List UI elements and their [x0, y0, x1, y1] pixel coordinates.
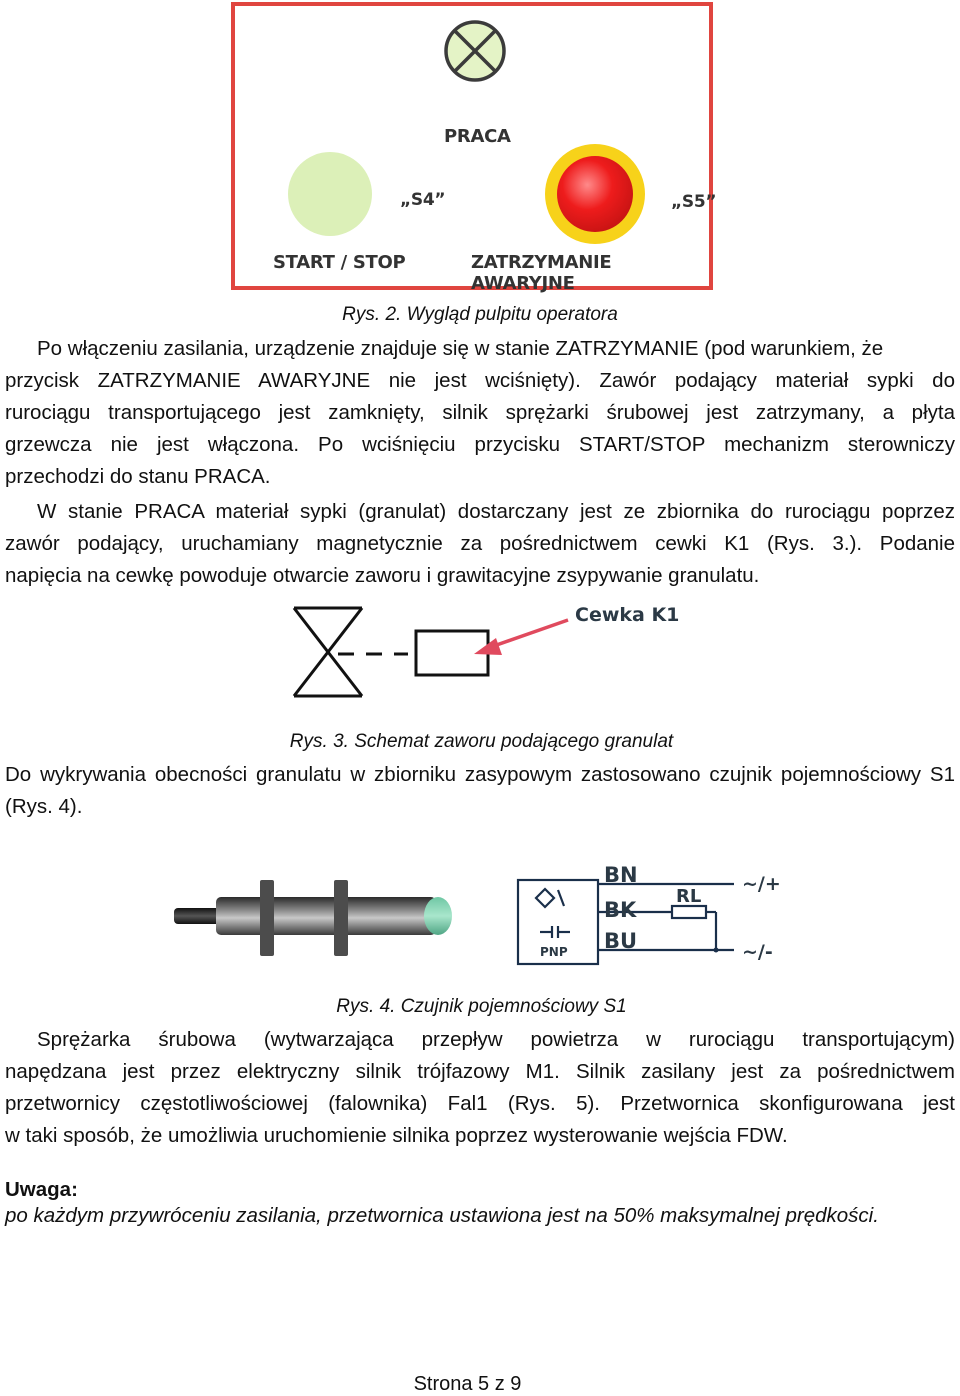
figure3-caption: Rys. 3. Schemat zaworu podającego granulat [289, 731, 674, 752]
sensor-photo-figure [168, 862, 468, 972]
note-heading: Uwaga: [5, 1178, 78, 1201]
operator-panel-figure [231, 2, 717, 294]
emergency-stop-mushroom [557, 156, 633, 232]
wire-bn-label: BN [604, 863, 638, 887]
wire-bk-label: BK [604, 898, 637, 922]
text-line: przycisk ZATRZYMANIE AWARYJNE nie jest wciśnięty). Zawór podający materiał sypki do [5, 369, 955, 392]
text-line: rurociągu transportującego jest zamknięty, silnik sprężarki śrubowej jest zatrzymany, a płyta [5, 401, 955, 424]
text-line: Po włączeniu zasilania, urządzenie znajduje się w stanie ZATRZYMANIE (pod warunkiem, że [37, 337, 884, 360]
text-line: Sprężarka śrubowa (wytwarzająca przepływ powietrza w rurociągu transportującym) [37, 1028, 955, 1051]
emergency-stop-label: ZATRZYMANIE AWARYJNE [471, 252, 612, 294]
text-line: napędzana jest przez elektryczny silnik trójfazowy M1. Silnik zasilany jest za pośrednictwem [5, 1060, 955, 1083]
page-number: Strona 5 z 9 [413, 1373, 522, 1395]
text-line: przechodzi do stanu PRACA. [5, 465, 271, 488]
coil-arrow-icon [488, 620, 568, 648]
text-line: W stanie PRACA materiał sypki (granulat) dostarczany jest ze zbiornika do rurociągu poprzez [37, 500, 955, 523]
lamp-label: PRACA [444, 126, 511, 147]
load-label: RL [676, 886, 702, 907]
coil-label: Cewka K1 [575, 604, 680, 626]
wire-bu-label: BU [604, 929, 638, 953]
s5-tag: „S5” [671, 192, 717, 212]
figure2-caption: Rys. 2. Wygląd pulpitu operatora [342, 304, 618, 325]
text-line: przetwornicy częstotliwościowej (falownika) Fal1 (Rys. 5). Przetwornica skonfigurowana jest [5, 1092, 955, 1115]
praca-lamp-icon [443, 10, 507, 100]
text-line: zawór podający, uruchamiany magnetycznie za pośrednictwem cewki K1 (Rys. 3.). Podanie [5, 532, 955, 555]
sensor-wiring-diagram [512, 860, 792, 970]
text-line: Do wykrywania obecności granulatu w zbiorniku zasypowym zastosowano czujnik pojemnościowy S1 [5, 763, 955, 786]
figure4-caption: Rys. 4. Czujnik pojemnościowy S1 [336, 996, 627, 1017]
text-line: grzewcza nie jest włączona. Po wciśnięciu przycisku START/STOP mechanizm sterowniczy [5, 433, 955, 456]
start-stop-label: START / STOP [273, 252, 406, 273]
valve-symbol-icon [294, 608, 362, 696]
text-line: (Rys. 4). [5, 795, 83, 818]
start-stop-button-graphic [288, 152, 372, 236]
valve-schematic-figure [290, 600, 690, 710]
text-line: w taki sposób, że umożliwia uruchomienie silnika poprzez wysterowanie wejścia FDW. [5, 1124, 788, 1147]
s4-tag: „S4” [400, 190, 446, 210]
supply-plus-label: ~/+ [742, 873, 781, 895]
note-text: po każdym przywróceniu zasilania, przetwornica ustawiona jest na 50% maksymalnej prędkości. [5, 1204, 879, 1227]
supply-minus-label: ~/- [742, 941, 773, 963]
pnp-label: PNP [540, 945, 568, 959]
text-line: napięcia na cewkę powoduje otwarcie zaworu i grawitacyjne zsypywanie granulatu. [5, 564, 760, 587]
